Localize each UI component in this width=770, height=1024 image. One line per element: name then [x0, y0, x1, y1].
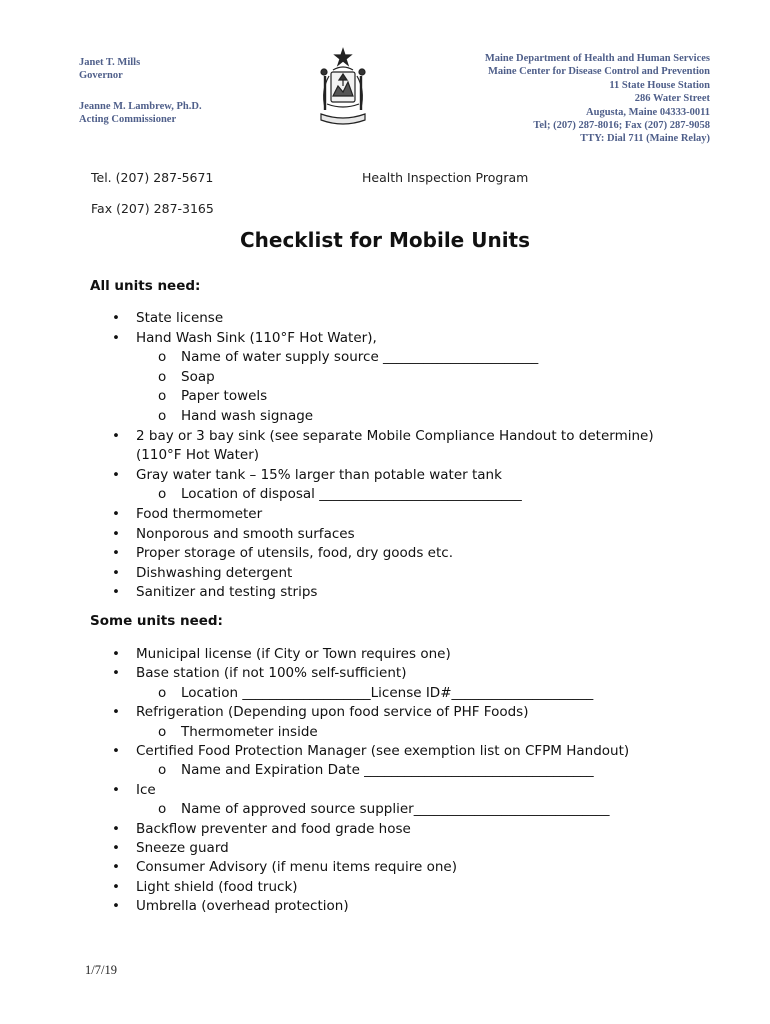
tty-line: TTY: Dial 711 (Maine Relay)	[580, 133, 710, 145]
station-address: 11 State House Station	[609, 79, 710, 91]
checklist-item: • Municipal license (if City or Town requires one)	[0, 645, 696, 664]
page-title: Checklist for Mobile Units	[239, 228, 531, 252]
checklist-subitem: o Name and Expiration Date __________________________________	[0, 761, 741, 780]
governor-name: Janet T. Mills	[79, 57, 141, 68]
governor-title: Governor	[79, 70, 123, 81]
checklist-item: • Consumer Advisory (if menu items require one)	[0, 858, 696, 877]
checklist-item: • Light shield (food truck)	[0, 878, 696, 897]
phone-fax: Tel; (207) 287-8016; Fax (207) 287-9058	[533, 120, 710, 132]
checklist-item: • 2 bay or 3 bay sink (see separate Mobile Compliance Handout to determine) (110°F Hot Water)	[0, 427, 696, 466]
all-units-heading: All units need:	[90, 278, 201, 294]
cdc-name: Maine Center for Disease Control and Prevention	[487, 66, 710, 78]
checklist-item: • Backflow preventer and food grade hose	[0, 820, 696, 839]
header-officials	[79, 56, 202, 126]
all-units-list	[0, 309, 741, 603]
maine-state-seal-icon	[313, 46, 373, 128]
checklist-subitem: o Location ___________________License ID#_____________________	[0, 684, 741, 703]
checklist-item: • Ice	[0, 781, 696, 800]
checklist-subitem: o Location of disposal ______________________________	[0, 485, 741, 505]
checklist-subitem: o Name of water supply source _______________________	[0, 348, 741, 368]
checklist-subitem: o Soap	[0, 368, 741, 388]
checklist-subitem: o Paper towels	[0, 387, 741, 407]
some-units-list	[0, 645, 741, 917]
checklist-item: • State license	[0, 309, 696, 329]
checklist-item: • Hand Wash Sink (110°F Hot Water),	[0, 329, 696, 349]
checklist-item: • Nonporous and smooth surfaces	[0, 525, 696, 545]
checklist-item: • Dishwashing detergent	[0, 564, 696, 584]
checklist-subitem: o Name of approved source supplier_____________________________	[0, 800, 741, 819]
checklist-item: • Food thermometer	[0, 505, 696, 525]
program-name: Health Inspection Program	[362, 170, 529, 185]
checklist-item: • Sanitizer and testing strips	[0, 583, 696, 603]
checklist-item: • Base station (if not 100% self-sufficient)	[0, 664, 696, 683]
checklist-subitem: o Hand wash signage	[0, 407, 741, 427]
checklist-item: • Gray water tank – 15% larger than potable water tank	[0, 466, 696, 486]
header-department	[485, 52, 710, 146]
document-date: 1/7/19	[85, 963, 117, 977]
contact-tel: Tel. (207) 287-5671	[91, 170, 214, 185]
checklist-item: • Umbrella (overhead protection)	[0, 897, 696, 916]
checklist-item: • Sneeze guard	[0, 839, 696, 858]
checklist-item: • Certified Food Protection Manager (see exemption list on CFPM Handout)	[0, 742, 696, 761]
department-name: Maine Department of Health and Human Services	[484, 53, 710, 64]
checklist-item: • Refrigeration (Depending upon food service of PHF Foods)	[0, 703, 696, 722]
contact-fax: Fax (207) 287-3165	[91, 201, 214, 216]
commissioner-name: Jeanne M. Lambrew, Ph.D.	[79, 101, 202, 112]
checklist-item: • Proper storage of utensils, food, dry goods etc.	[0, 544, 696, 564]
city-address: Augusta, Maine 04333-0011	[586, 106, 710, 118]
street-address: 286 Water Street	[634, 93, 710, 105]
checklist-subitem: o Thermometer inside	[0, 723, 741, 742]
some-units-heading: Some units need:	[90, 613, 223, 629]
commissioner-title: Acting Commissioner	[79, 114, 177, 125]
